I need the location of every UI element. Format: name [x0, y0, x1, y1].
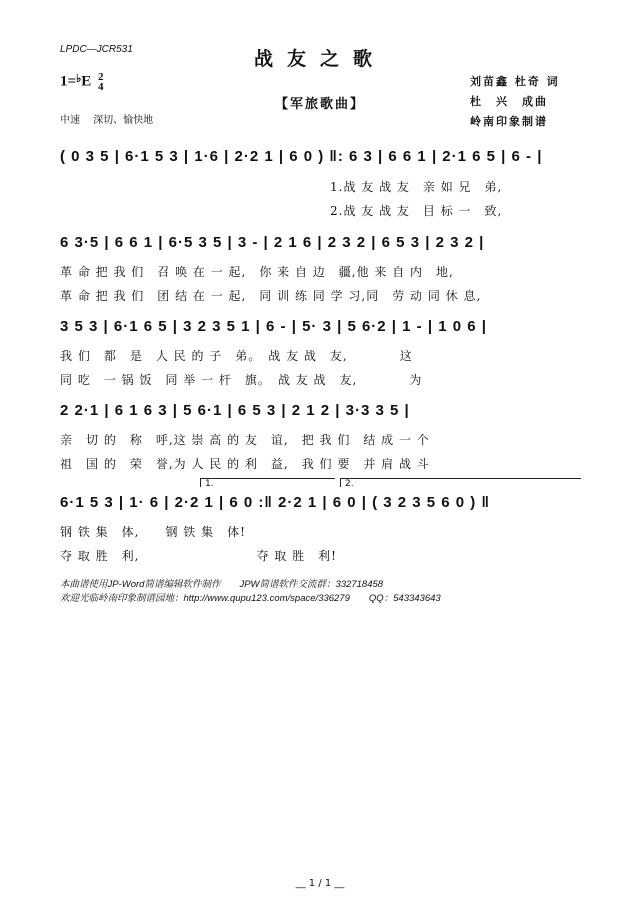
lyric-line-4a: 亲 切 的 称 呼,这 崇 高 的 友 谊, 把 我 们 结 成 一 个 — [60, 433, 430, 447]
lyric-line-2b: 革 命 把 我 们 团 结 在 一 起, 同 训 练 同 学 习,同 劳 动 同 休 息, — [60, 289, 482, 303]
key-signature — [60, 72, 104, 92]
volta-first-ending: 1. — [200, 478, 335, 487]
notation-line-2: 6 3·5 | 6 6 1 | 6·5 3 5 | 3 - | 2 1 6 | 2 3 2 | 6 5 3 | 2 3 2 | — [60, 234, 485, 251]
credits — [470, 72, 560, 132]
time-top: 2 — [98, 71, 104, 83]
lyric-line-5a: 钢 铁 集 体, 钢 铁 集 体! — [60, 525, 246, 539]
lyric-line-3a: 我 们 都 是 人 民 的 子 弟。 战 友 战 友, 这 — [60, 349, 413, 363]
time-bottom: 4 — [98, 81, 104, 93]
credit-lyricist: 刘苗鑫 杜奇 词 — [470, 75, 560, 88]
footer-software-note: 本曲谱使用JP-Word简谱编辑软件制作 JPW简谱软件交流群：332718458 — [60, 579, 384, 590]
credit-transcriber: 岭南印象制谱 — [470, 115, 548, 128]
notation-line-1: ( 0 3 5 | 6·1 5 3 | 1·6 | 2·2 1 | 6 0 ) ‖: 6 3 | 6 6 1 | 2·1 6 5 | 6 - | — [60, 148, 543, 165]
notation-line-3: 3 5 3 | 6·1 6 5 | 3 2 3 5 1 | 6 - | 5· 3 | 5 6·2 | 1 - | 1 0 6 | — [60, 318, 487, 335]
flat-sign: ♭ — [76, 73, 82, 85]
volta-second-ending: 2. — [340, 478, 581, 487]
lyric-line-4b: 祖 国 的 荣 誉,为 人 民 的 利 益, 我 们 要 并 肩 战 斗 — [60, 457, 430, 471]
lyric-line-3b: 同 吃 一 锅 饭 同 举 一 杆 旗。 战 友 战 友, 为 — [60, 373, 423, 387]
notation-line-5: 6·1 5 3 | 1· 6 | 2·2 1 | 6 0 :‖ 2·2 1 | 6 0 | ( 3 2 3 5 6 0 ) ‖ — [60, 494, 490, 511]
key-note: E — [81, 73, 92, 90]
footer-website-note: 欢迎光临岭南印象制谱园地：http://www.qupu123.com/space/336279 QQ：543343643 — [60, 593, 441, 604]
lyric-line-5b: 夺 取 胜 利, 夺 取 胜 利! — [60, 549, 337, 563]
credit-composer: 杜 兴 成曲 — [470, 95, 548, 108]
page-number: __ 1 / 1 __ — [295, 878, 345, 889]
tempo-marking — [60, 111, 163, 126]
song-title: 战友之歌 — [253, 48, 386, 70]
key-prefix: 1= — [60, 73, 77, 90]
tempo-expression: 深切、愉快地 — [93, 115, 154, 126]
lyric-line-1a: 1.战 友 战 友 亲 如 兄 弟, — [330, 180, 503, 194]
notation-line-4: 2 2·1 | 6 1 6 3 | 5 6·1 | 6 5 3 | 2 1 2 | 3·3 3 5 | — [60, 402, 410, 419]
lyric-line-1b: 2.战 友 战 友 目 标 一 致, — [330, 204, 503, 218]
score-code: LPDC—JCR531 — [60, 44, 133, 55]
genre-label: 【军旅歌曲】 — [274, 97, 365, 112]
tempo-speed: 中速 — [60, 115, 80, 126]
time-signature — [98, 72, 104, 92]
lyric-line-2a: 革 命 把 我 们 召 唤 在 一 起, 你 来 自 边 疆,他 来 自 内 地, — [60, 265, 454, 279]
